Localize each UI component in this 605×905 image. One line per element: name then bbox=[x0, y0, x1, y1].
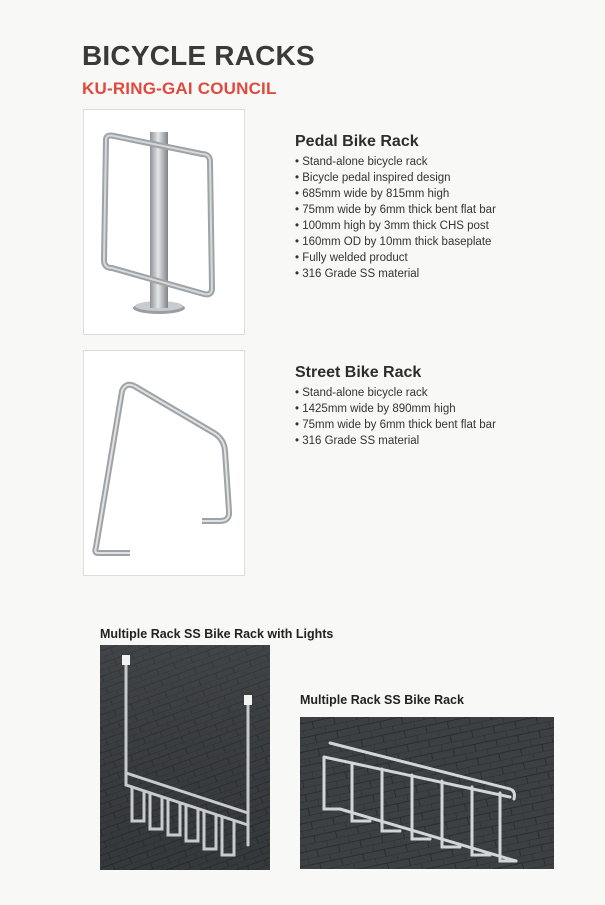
spec-item: • 100mm high by 3mm thick CHS post bbox=[295, 218, 496, 234]
spec-list bbox=[295, 385, 496, 449]
pedal-rack-details bbox=[295, 133, 496, 282]
spec-item: • 160mm OD by 10mm thick baseplate bbox=[295, 234, 496, 250]
street-rack-photo bbox=[83, 350, 245, 576]
render-caption-multiple: Multiple Rack SS Bike Rack bbox=[300, 693, 464, 707]
multiple-rack-illustration bbox=[300, 717, 554, 869]
pedal-rack-photo bbox=[83, 109, 245, 335]
spec-item: • Stand-alone bicycle rack bbox=[295, 154, 496, 170]
pedal-rack-illustration bbox=[84, 110, 244, 334]
street-rack-illustration bbox=[84, 351, 244, 575]
rack-with-lights-illustration bbox=[100, 645, 270, 870]
street-rack-details bbox=[295, 364, 496, 449]
spec-item: • 1425mm wide by 890mm high bbox=[295, 401, 496, 417]
page-subtitle: KU-RING-GAI COUNCIL bbox=[82, 79, 277, 98]
spec-item: • 316 Grade SS material bbox=[295, 266, 496, 282]
spec-item: • Fully welded product bbox=[295, 250, 496, 266]
product-name: Pedal Bike Rack bbox=[295, 133, 419, 150]
spec-item: • 75mm wide by 6mm thick bent flat bar bbox=[295, 417, 496, 433]
spec-item: • 685mm wide by 815mm high bbox=[295, 186, 496, 202]
spec-item: • 316 Grade SS material bbox=[295, 433, 496, 449]
page-title: BICYCLE RACKS bbox=[82, 40, 315, 71]
rack-with-lights-render bbox=[100, 645, 270, 870]
spec-item: • Stand-alone bicycle rack bbox=[295, 385, 496, 401]
multiple-rack-render bbox=[300, 717, 554, 869]
product-name: Street Bike Rack bbox=[295, 364, 422, 381]
render-caption-lights: Multiple Rack SS Bike Rack with Lights bbox=[100, 627, 334, 641]
spec-item: • 75mm wide by 6mm thick bent flat bar bbox=[295, 202, 496, 218]
spec-list bbox=[295, 154, 496, 282]
spec-item: • Bicycle pedal inspired design bbox=[295, 170, 496, 186]
